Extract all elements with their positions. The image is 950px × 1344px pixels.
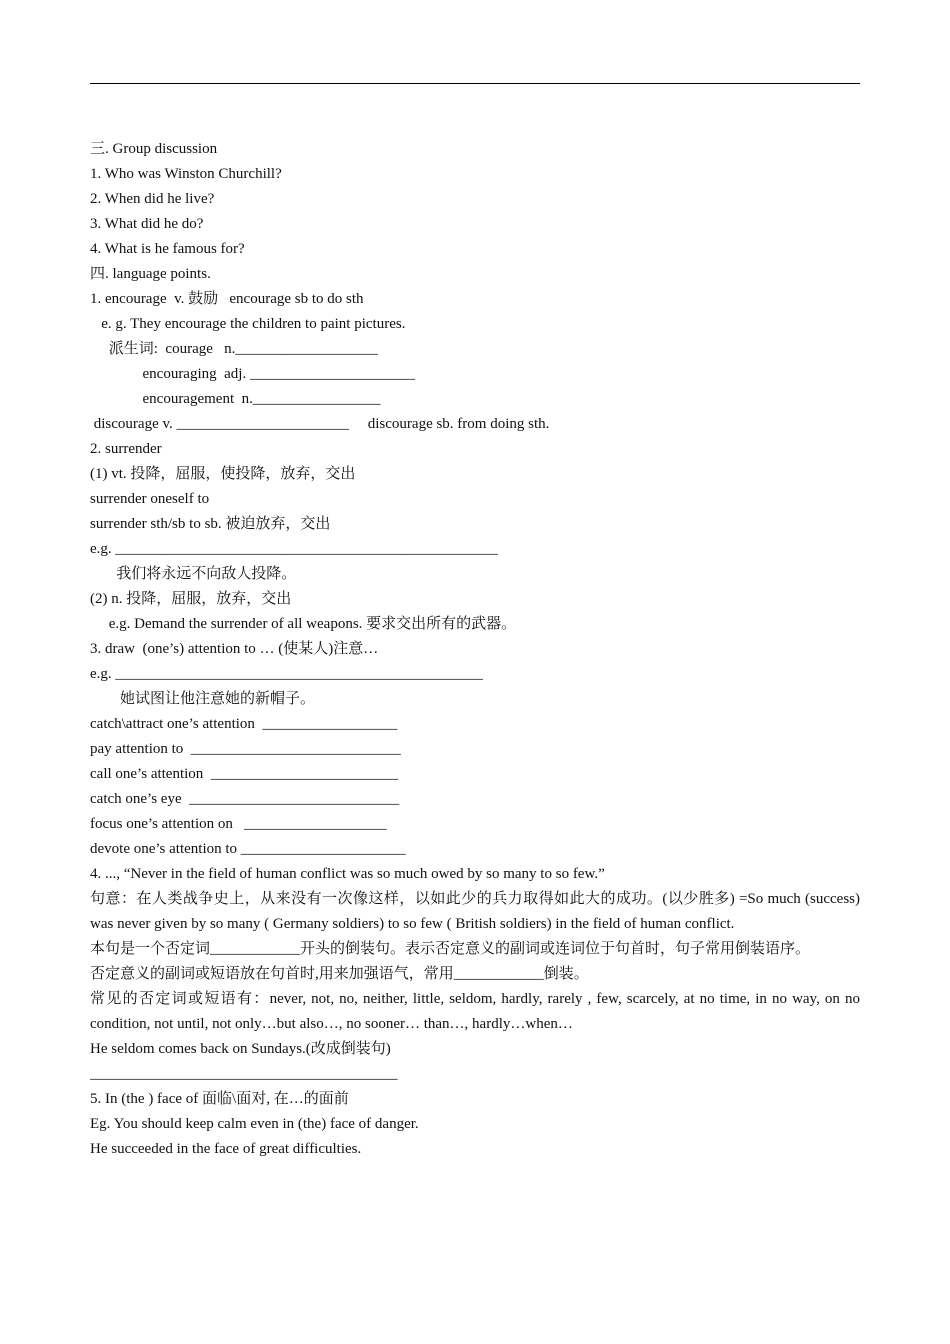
phrase-catch-eye: catch one’s eye ____________________________ — [90, 791, 400, 807]
derivative-discourage: discourage v. _______________________ discourage sb. from doing sth. — [90, 416, 550, 432]
derivative-courage: 派生词: courage n.___________________ — [90, 341, 378, 357]
worksheet-body — [90, 137, 860, 1162]
derivative-encouragement: encouragement n._________________ — [90, 391, 381, 407]
point-1-encourage: 1. encourage v. 鼓励 encourage sb to do sth — [90, 291, 364, 307]
surrender-verb-meaning: (1) vt. 投降，屈服，使投降，放弃，交出 — [90, 466, 356, 482]
point-4-quote: 4. ..., “Never in the field of human conflict was so much owed by so many to so few.” — [90, 866, 605, 882]
section-heading-discussion: 三. Group discussion — [90, 141, 218, 157]
phrase-pay-attention: pay attention to ____________________________ — [90, 741, 401, 757]
phrase-devote-attention: devote one’s attention to ______________________ — [90, 841, 406, 857]
header-rule — [90, 83, 860, 84]
surrender-example-blank: e.g. ___________________________________________________ — [90, 541, 498, 557]
point-2-surrender: 2. surrender — [90, 441, 162, 457]
face-example-1: Eg. You should keep calm even in (the) face of danger. — [90, 1116, 419, 1132]
phrase-focus-attention: focus one’s attention on ___________________ — [90, 816, 387, 832]
inversion-exercise-blank: _________________________________________ — [90, 1066, 398, 1082]
surrender-noun-example: e.g. Demand the surrender of all weapons. 要求交出所有的武器。 — [90, 616, 517, 632]
question-3: 3. What did he do? — [90, 216, 204, 232]
draw-attention-example-blank: e.g. _________________________________________________ — [90, 666, 483, 682]
inversion-note-1: 本句是一个否定词____________开头的倒装句。表示否定意义的副词或连词位于句首时，句子常用倒装语序。 — [90, 941, 811, 957]
inversion-exercise: He seldom comes back on Sundays.(改成倒装句) — [90, 1041, 391, 1057]
section-heading-language-points: 四. language points. — [90, 266, 211, 282]
question-1: 1. Who was Winston Churchill? — [90, 166, 282, 182]
point-3-draw-attention: 3. draw (one’s) attention to … (使某人)注意… — [90, 641, 379, 657]
surrender-phrase-2: surrender sth/sb to sb. 被迫放弃，交出 — [90, 516, 331, 532]
example-encourage: e. g. They encourage the children to paint pictures. — [90, 316, 406, 332]
derivative-encouraging: encouraging adj. ______________________ — [90, 366, 415, 382]
question-2: 2. When did he live? — [90, 191, 215, 207]
point-5-in-face-of: 5. In (the ) face of 面临\面对, 在…的面前 — [90, 1091, 349, 1107]
surrender-example-chinese: 我们将永远不向敌人投降。 — [90, 566, 297, 582]
question-4: 4. What is he famous for? — [90, 241, 245, 257]
draw-attention-example-chinese: 她试图让他注意她的新帽子。 — [90, 691, 316, 707]
negative-words-list: 常见的否定词或短语有：never, not, no, neither, little, seldom, hardly, rarely , few, scarcely, at no time, in no way, on no condition, not until, not only…but also…, no sooner… than…, hardly…when… — [90, 991, 860, 1032]
surrender-phrase-1: surrender oneself to — [90, 491, 210, 507]
phrase-call-attention: call one’s attention _________________________ — [90, 766, 399, 782]
quote-meaning: 句意：在人类战争史上，从来没有一次像这样，以如此少的兵力取得如此大的成功。(以少胜多) =So much (success) was never given by so many ( Germany soldiers) to so few ( British soldiers) in the field of human conflict. — [90, 891, 860, 932]
phrase-catch-attention: catch\attract one’s attention __________________ — [90, 716, 398, 732]
surrender-noun-meaning: (2) n. 投降，屈服，放弃，交出 — [90, 591, 292, 607]
face-example-2: He succeeded in the face of great difficulties. — [90, 1141, 362, 1157]
inversion-note-2: 否定意义的副词或短语放在句首时,用来加强语气，常用____________倒装。 — [90, 966, 589, 982]
